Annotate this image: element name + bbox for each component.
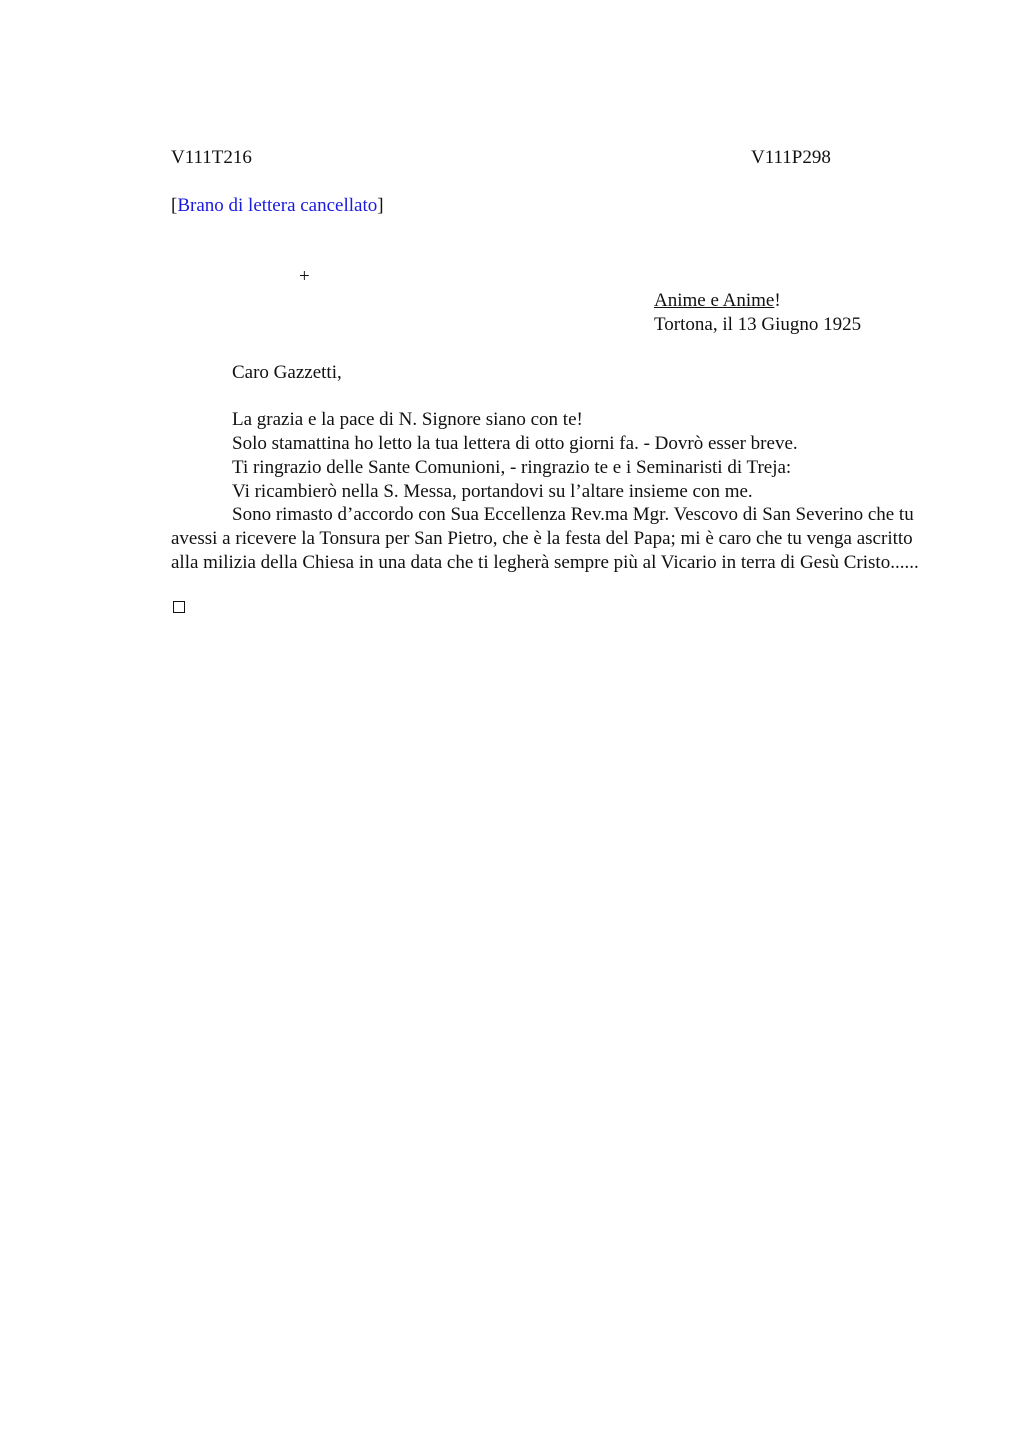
motto-text: Anime e Anime xyxy=(654,290,775,311)
motto-suffix: ! xyxy=(774,290,781,311)
note-close-bracket: ] xyxy=(377,195,384,216)
motto xyxy=(654,289,781,313)
salutation: Caro Gazzetti, xyxy=(232,362,342,383)
body-line: La grazia e la pace di N. Signore siano con te! xyxy=(232,409,583,430)
body-line: Vi ricambierò nella S. Messa, portandovi su l’altare insieme con me. xyxy=(232,481,753,502)
body-paragraph: Sono rimasto d’accordo con Sua Eccellenza Rev.ma Mgr. Vescovo di San Severino che tu avessi a ricevere la Tonsura per San Pietro, che è la festa del Papa; mi è caro che tu venga ascritto alla milizia della Chiesa in una data che ti legherà sempre più al Vicario in terra di Gesù Cristo...... xyxy=(171,504,919,573)
cross-symbol: + xyxy=(299,266,310,287)
editorial-note xyxy=(171,194,384,218)
dateline: Tortona, il 13 Giugno 1925 xyxy=(654,314,862,335)
note-open-bracket: [ xyxy=(171,195,178,216)
note-link[interactable]: Brano di lettera cancellato xyxy=(177,195,378,216)
body-line: Ti ringrazio delle Sante Comunioni, - ringrazio te e i Seminaristi di Treja: xyxy=(232,457,792,478)
document-code-left: V111T216 xyxy=(171,147,252,168)
checkbox-square-icon xyxy=(173,601,185,613)
document-code-right: V111P298 xyxy=(751,147,831,168)
body-line: Solo stamattina ho letto la tua lettera di otto giorni fa. - Dovrò esser breve. xyxy=(232,433,798,454)
